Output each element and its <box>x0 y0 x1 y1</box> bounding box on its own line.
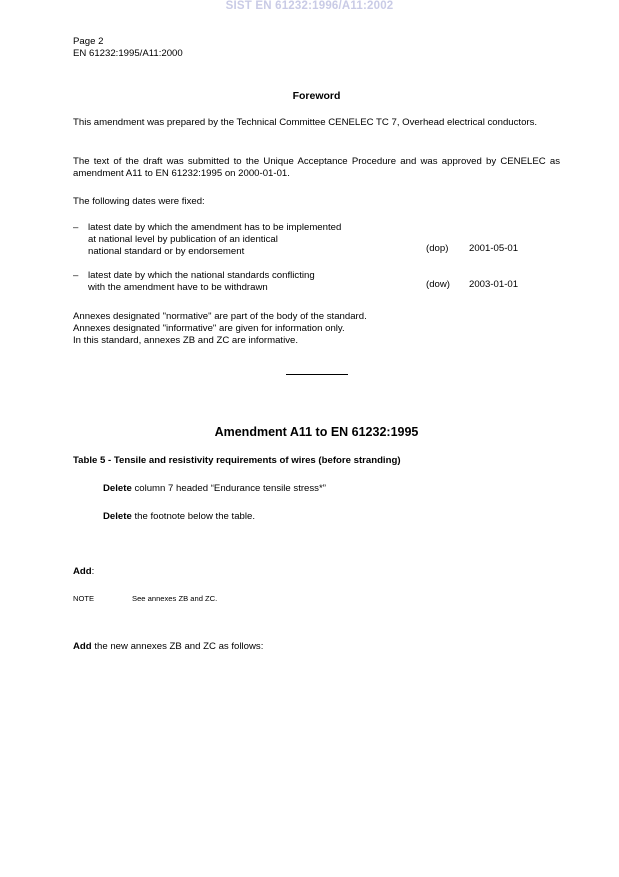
date-item-dow <box>73 270 560 294</box>
date-code: (dop) <box>426 243 449 254</box>
date-item-line: latest date by which the amendment has to be implemented <box>88 222 342 233</box>
instruction-keyword: Delete <box>103 511 132 522</box>
add-instruction-2 <box>73 641 263 653</box>
note-label: NOTE <box>73 594 95 603</box>
date-item-line: latest date by which the national standards conflicting <box>88 270 315 281</box>
annex-line: Annexes designated "informative" are given for information only. <box>73 323 345 334</box>
annex-note <box>73 311 560 347</box>
foreword-paragraph-3: The following dates were fixed: <box>73 196 205 207</box>
date-item-text <box>88 270 408 294</box>
instruction-text: : <box>91 566 95 577</box>
date-value: 2001-05-01 <box>469 243 519 254</box>
list-dash: – <box>73 222 79 233</box>
foreword-paragraph-2: The text of the draft was submitted to the Unique Acceptance Procedure and was approved by CENELEC as amendment A11 to EN 61232:1995 on 2000-01-01. <box>73 156 560 179</box>
foreword-paragraph-1: This amendment was prepared by the Technical Committee CENELEC TC 7, Overhead electrical conductors. <box>73 117 538 128</box>
table-5-title: Table 5 - Tensile and resistivity requirements of wires (before stranding) <box>73 455 401 466</box>
annex-line: In this standard, annexes ZB and ZC are informative. <box>73 335 299 346</box>
list-dash: – <box>73 270 79 281</box>
date-item-text <box>88 222 408 258</box>
note <box>73 593 373 605</box>
date-code: (dow) <box>426 279 450 290</box>
document-reference: EN 61232:1995/A11:2000 <box>73 48 183 59</box>
add-instruction-1 <box>73 566 94 578</box>
delete-instruction-2 <box>103 511 255 523</box>
instruction-text: the footnote below the table. <box>131 511 256 522</box>
delete-instruction-1 <box>103 483 326 495</box>
date-value: 2003-01-01 <box>469 279 519 290</box>
page-header <box>73 36 183 60</box>
instruction-keyword: Add <box>73 641 92 652</box>
separator-rule <box>286 374 348 375</box>
page-number: Page 2 <box>73 36 104 47</box>
note-text: See annexes ZB and ZC. <box>132 594 218 603</box>
instruction-keyword: Delete <box>103 483 132 494</box>
instruction-text: column 7 headed “Endurance tensile stress*” <box>131 483 326 494</box>
amendment-heading: Amendment A11 to EN 61232:1995 <box>214 425 419 439</box>
foreword-heading: Foreword <box>292 90 341 102</box>
date-item-line: national standard or by endorsement <box>88 246 245 257</box>
date-item-line: with the amendment have to be withdrawn <box>88 282 268 293</box>
watermark: SIST EN 61232:1996/A11:2002 <box>225 0 394 12</box>
annex-line: Annexes designated "normative" are part of the body of the standard. <box>73 311 367 322</box>
date-item-dop <box>73 222 560 258</box>
date-item-line: at national level by publication of an identical <box>88 234 278 245</box>
instruction-text: the new annexes ZB and ZC as follows: <box>91 641 264 652</box>
instruction-keyword: Add <box>73 566 92 577</box>
